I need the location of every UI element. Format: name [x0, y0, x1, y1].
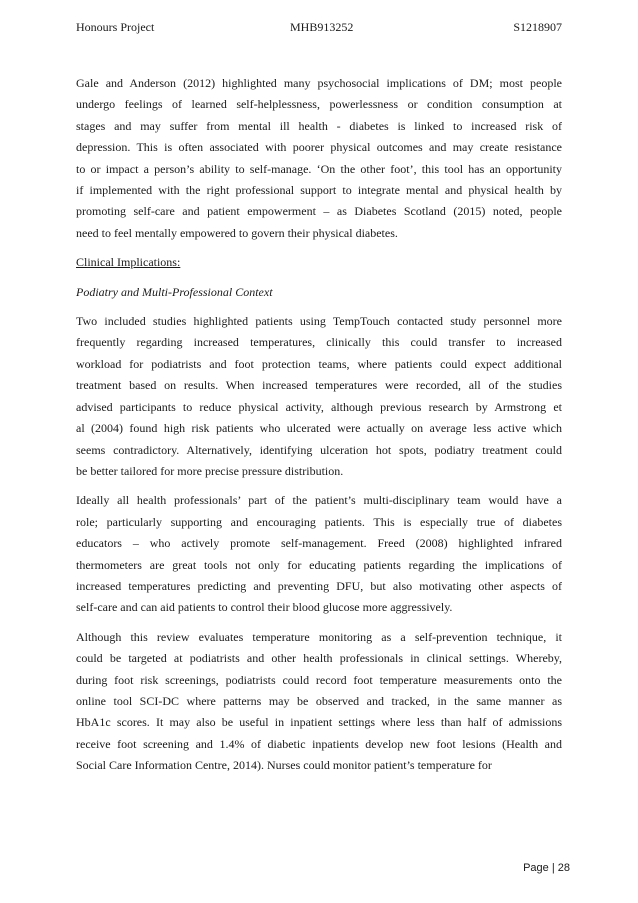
text-line: be better tailored for more precise pressure distribution. — [76, 463, 344, 478]
text-line: increased temperatures predicting and preventing DFU, but also motivating other aspects of — [76, 578, 562, 593]
text-line: role; particularly supporting and encouraging patients. This is especially true of diabetes — [76, 514, 562, 529]
text-line: advised participants to reduce physical activity, although previous research by Armstrong et — [76, 399, 562, 414]
text-line: during foot risk screenings, podiatrists could record foot temperature measurements onto the — [76, 672, 562, 687]
text-line: need to feel mentally empowered to govern their physical diabetes. — [76, 225, 398, 240]
text-line: depression. This is often associated with poorer physical outcomes and may create resistance — [76, 140, 562, 155]
text-line: if implemented with the right professional support to integrate mental and physical health by — [76, 183, 562, 198]
text-line: Social Care Information Centre, 2014). Nurses could monitor patient’s temperature for — [76, 758, 492, 773]
text-line: to or impact a person’s ability to self-manage. ‘On the other foot’, this tool has an opportunity — [76, 161, 562, 176]
header-module-code: MHB913252 — [290, 20, 354, 34]
text-line: could be targeted at podiatrists and other health professionals in clinical settings. Whereby, — [76, 651, 562, 666]
text-line: promoting self-care and patient empowerment – as Diabetes Scotland (2015) noted, people — [76, 204, 562, 219]
text-line: online tool SCI-DC where patterns may be observed and tracked, in the same manner as — [76, 693, 562, 708]
paragraph-health-professionals — [76, 490, 562, 618]
text-line: undergo feelings of learned self-helplessness, powerlessness or condition consumption at — [76, 97, 562, 112]
text-line: stages and may suffer from mental ill health - diabetes is linked to increased risk of — [76, 118, 562, 133]
section-heading-clinical-implications: Clinical Implications: — [76, 255, 181, 270]
paragraph-psychosocial — [76, 73, 562, 244]
subsection-heading-podiatry: Podiatry and Multi-Professional Context — [76, 284, 273, 299]
text-line: Two included studies highlighted patients using TempTouch contacted study personnel more — [76, 314, 562, 329]
header-project-title: Honours Project — [76, 20, 155, 34]
text-line: thermometers are great tools not only for educating patients regarding the implications of — [76, 557, 562, 572]
text-line: Although this review evaluates temperature monitoring as a self-prevention technique, it — [76, 629, 562, 644]
text-line: seems contradictory. Alternatively, identifying ulceration hot spots, podiatry treatment could — [76, 442, 562, 457]
text-line: receive foot screening and 1.4% of diabetic inpatients develop new foot lesions (Health and — [76, 736, 562, 751]
text-line: Gale and Anderson (2012) highlighted many psychosocial implications of DM; most people — [76, 76, 562, 90]
text-line: al (2004) found high risk patients who ulcerated were actually on average less active which — [76, 421, 562, 436]
document-body — [76, 73, 562, 785]
page-number: Page | 28 — [523, 862, 570, 874]
header-student-id: S1218907 — [513, 20, 562, 34]
text-line: Ideally all health professionals’ part of the patient’s multi-disciplinary team would have a — [76, 493, 562, 508]
text-line: educators – who actively promote self-management. Freed (2008) highlighted infrared — [76, 536, 562, 551]
page-header — [76, 20, 562, 36]
paragraph-temptouch — [76, 311, 562, 482]
paragraph-clinical-settings — [76, 627, 562, 777]
text-line: frequently regarding increased temperatures, clinically this could transfer to increased — [76, 335, 562, 350]
text-line: self-care and can aid patients to control their blood glucose more aggressively. — [76, 600, 453, 615]
text-line: HbA1c scores. It may also be useful in inpatient settings where less than half of admissions — [76, 715, 562, 730]
text-line: treatment based on results. When increased temperatures were recorded, all of the studies — [76, 378, 562, 393]
text-line: workload for podiatrists and foot protection teams, where patients could expect additional — [76, 356, 562, 371]
